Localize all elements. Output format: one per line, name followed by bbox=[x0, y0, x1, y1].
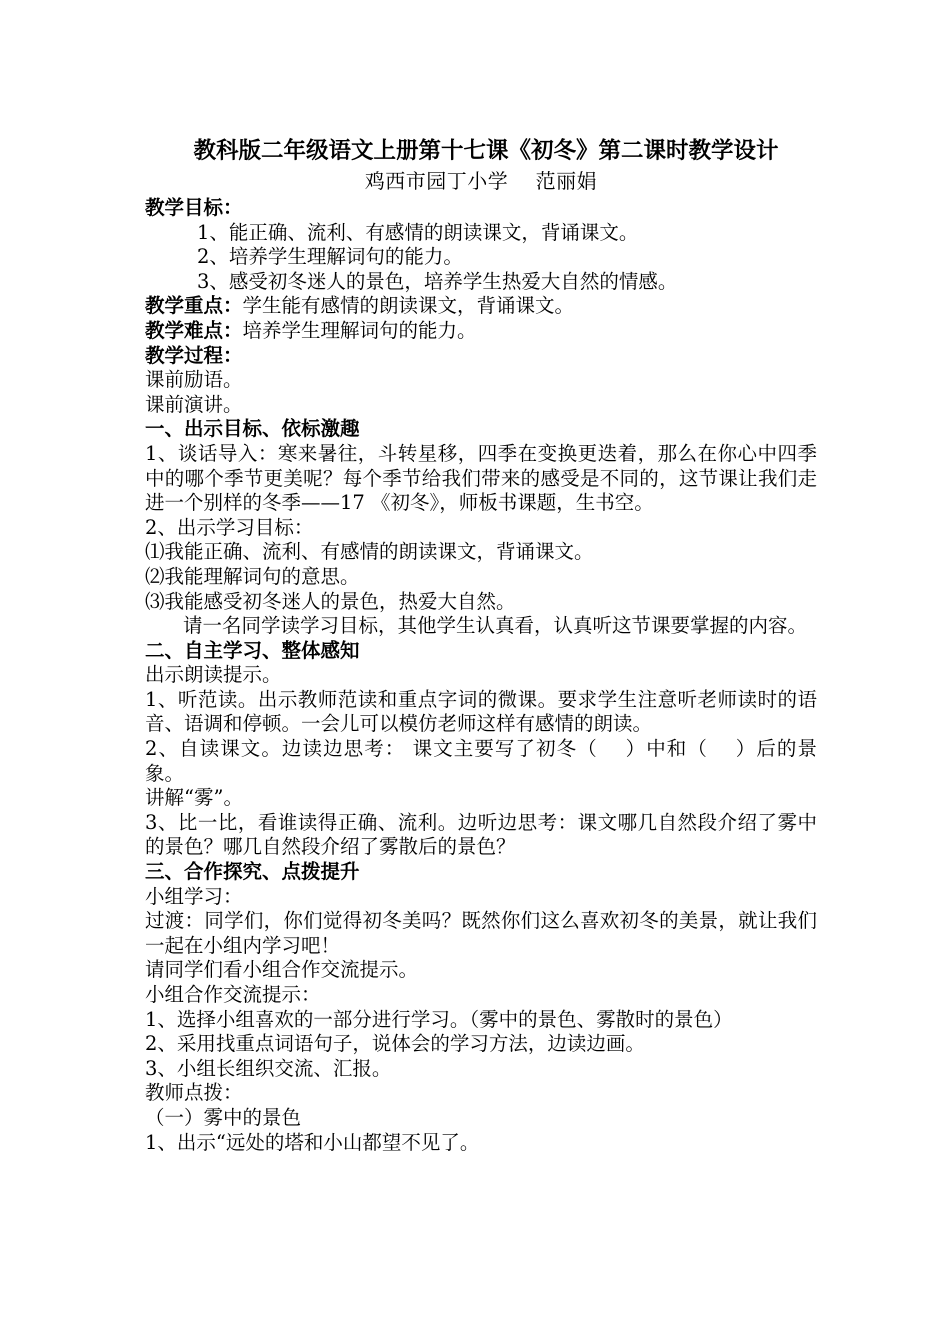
section-2-line-4: 讲解“雾”。 bbox=[145, 786, 243, 810]
section-2-line-3: 2、自读课文。边读边思考： 课文主要写了初冬（ ）中和（ ）后的景象。 bbox=[145, 737, 817, 785]
section-3-line-9: （一）雾中的景色 bbox=[145, 1105, 302, 1129]
section-3-line-7: 3、小组长组织交流、汇报。 bbox=[145, 1056, 392, 1080]
goal-item-3: 3、感受初冬迷人的景色，培养学生热爱大自然的情感。 bbox=[197, 269, 678, 293]
difficulty-label: 教学难点： bbox=[145, 318, 243, 342]
section-3-line-2: 过渡：同学们，你们觉得初冬美吗？既然你们这么喜欢初冬的美景，就让我们一起在小组内学习吧！ bbox=[145, 909, 817, 957]
section-3-line-8: 教师点拨： bbox=[145, 1081, 243, 1105]
section-3-line-1: 小组学习： bbox=[145, 884, 243, 908]
author-line: 鸡西市园丁小学 范丽娟 bbox=[364, 169, 598, 193]
learning-goal-2: ⑵我能理解词句的意思。 bbox=[145, 564, 360, 588]
section-2-line-2: 1、听范读。出示教师范读和重点字词的微课。要求学生注意听老师读时的语音、语调和停顿。一会儿可以模仿老师这样有感情的朗读。 bbox=[145, 687, 817, 736]
section-1-read-goals: 请一名同学读学习目标，其他学生认真看，认真听这节课要掌握的内容。 bbox=[183, 614, 808, 638]
section-3-line-10: 1、出示“远处的塔和小山都望不见了。 bbox=[145, 1130, 480, 1154]
difficulty-point bbox=[145, 319, 817, 344]
goal-item-1: 1、能正确、流利、有感情的朗读课文，背诵课文。 bbox=[197, 220, 639, 244]
document-title: 教科版二年级语文上册第十七课《初冬》第二课时教学设计 bbox=[193, 138, 779, 164]
process-heading: 教学过程： bbox=[145, 343, 243, 367]
section-1-intro: 1、谈话导入：寒来暑往，斗转星移，四季在变换更迭着，那么在你心中四季中的哪个季节更美呢？每个季节给我们带来的感受是不同的，这节课让我们走进一个别样的冬季——17 《初冬》，师板书课题，生书空。 bbox=[145, 441, 817, 515]
section-3-line-6: 2、采用找重点词语句子，说体会的学习方法，边读边画。 bbox=[145, 1032, 645, 1056]
pre-class-encouragement: 课前励语。 bbox=[145, 368, 243, 392]
key-point bbox=[145, 294, 817, 319]
section-3-line-4: 小组合作交流提示： bbox=[145, 983, 321, 1006]
section-3-heading: 三、合作探究、点拨提升 bbox=[145, 860, 360, 884]
learning-goal-1: ⑴我能正确、流利、有感情的朗读课文，背诵课文。 bbox=[145, 540, 594, 564]
section-2-heading: 二、自主学习、整体感知 bbox=[145, 638, 360, 662]
section-3-line-5: 1、选择小组喜欢的一部分进行学习。（雾中的景色、雾散时的景色） bbox=[145, 1007, 733, 1031]
section-3-line-3: 请同学们看小组合作交流提示。 bbox=[145, 958, 419, 982]
difficulty-text: 培养学生理解词句的能力。 bbox=[242, 318, 477, 342]
pre-class-speech: 课前演讲。 bbox=[145, 392, 243, 416]
goal-item-2: 2、培养学生理解词句的能力。 bbox=[197, 245, 463, 269]
section-2-line-1: 出示朗读提示。 bbox=[145, 663, 282, 687]
key-point-text: 学生能有感情的朗读课文，背诵课文。 bbox=[242, 294, 575, 318]
section-1-goals-label: 2、出示学习目标： bbox=[145, 515, 314, 539]
key-point-label: 教学重点： bbox=[145, 294, 243, 318]
document-page bbox=[145, 134, 817, 1155]
section-1-heading: 一、出示目标、依标激趣 bbox=[145, 417, 360, 441]
section-2-line-5: 3、比一比，看谁读得正确、流利。边听边思考：课文哪几自然段介绍了雾中的景色？哪几自然段介绍了雾散后的景色？ bbox=[145, 810, 817, 859]
goals-heading: 教学目标： bbox=[145, 196, 243, 219]
learning-goal-3: ⑶我能感受初冬迷人的景色，热爱大自然。 bbox=[145, 589, 516, 613]
